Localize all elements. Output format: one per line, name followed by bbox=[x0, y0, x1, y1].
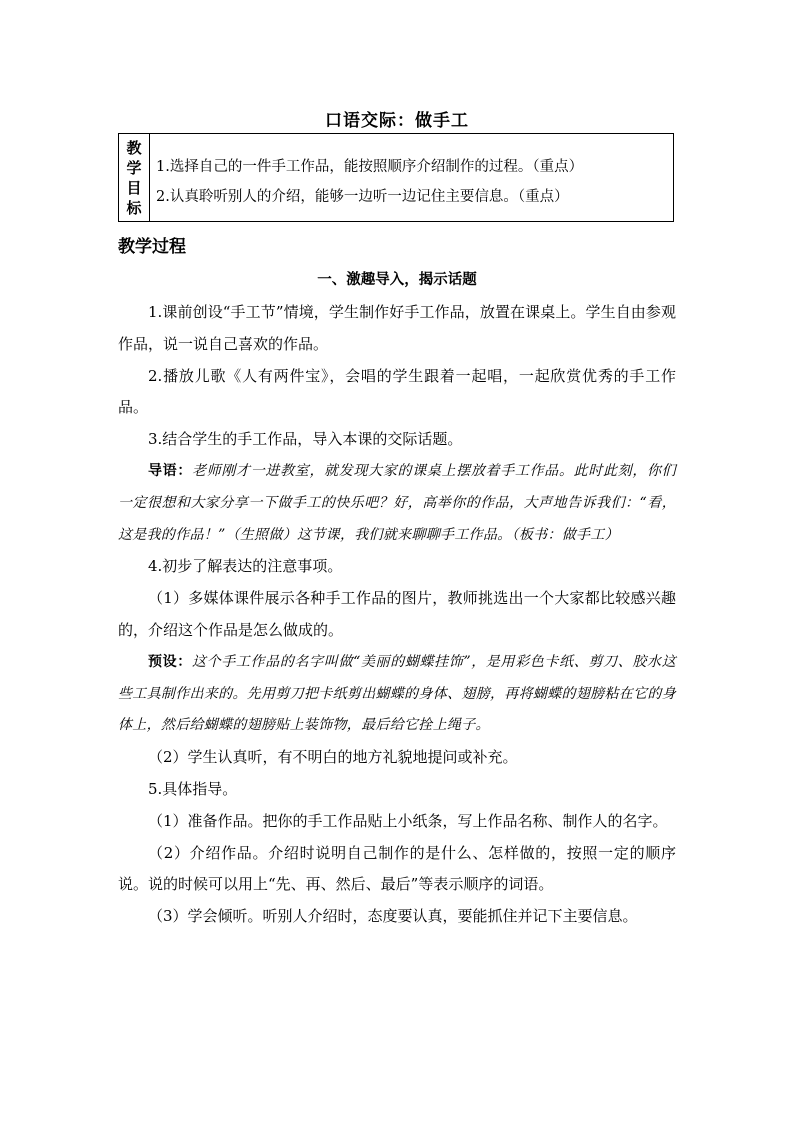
paragraph: （2）学生认真听，有不明白的地方礼貌地提问或补充。 bbox=[148, 748, 518, 767]
goal-item: 2.认真聆听别人的介绍，能够一边听一边记住主要信息。（重点） bbox=[156, 189, 569, 205]
preset-script-label: 预设： bbox=[148, 653, 192, 670]
intro-script bbox=[118, 456, 676, 551]
intro-script-text: 老师刚才一进教室，就发现大家的课桌上摆放着手工作品。此时此刻，你们一定很想和大家分享一下做手工的快乐吧？好，高举你的作品，大声地告诉我们：“看，这是我的作品！”（生照做）这节课，我们就来聊聊手工作品。（板书：做手工） bbox=[118, 462, 676, 543]
paragraph: （3）学会倾听。听别人介绍时，态度要认真，要能抓住并记下主要信息。 bbox=[148, 907, 638, 926]
preset-script-text: 这个手工作品的名字叫做“美丽的蝴蝶挂饰”，是用彩色卡纸、剪刀、胶水这些工具制作出来的。先用剪刀把卡纸剪出蝴蝶的身体、翅膀，再将蝴蝶的翅膀粘在它的身体上，然后给蝴蝶的翅膀贴上装饰物，最后给它拴上绳子。 bbox=[118, 653, 676, 734]
goals-label-char: 学 bbox=[126, 158, 142, 177]
goals-label-char: 标 bbox=[126, 198, 142, 217]
goals-label-char: 教 bbox=[126, 138, 142, 157]
paragraph: （2）介绍作品。介绍时说明自己制作的是什么、怎样做的，按照一定的顺序说。说的时候可以用上“先、再、然后、最后”等表示顺序的词语。 bbox=[118, 843, 676, 894]
paragraph: （1）准备作品。把你的手工作品贴上小纸条，写上作品名称、制作人的名字。 bbox=[148, 811, 668, 830]
teaching-goals-table bbox=[118, 133, 674, 222]
paragraph: 2.播放儿歌《人有两件宝》，会唱的学生跟着一起唱，一起欣赏优秀的手工作品。 bbox=[118, 366, 676, 417]
intro-script-label: 导语： bbox=[148, 462, 193, 479]
section-heading: 教学过程 bbox=[118, 237, 186, 257]
paragraph: 1.课前创设“手工节”情境，学生制作好手工作品，放置在课桌上。学生自由参观作品，说一说自己喜欢的作品。 bbox=[118, 303, 676, 353]
paragraph: 3.结合学生的手工作品，导入本课的交际话题。 bbox=[148, 430, 463, 449]
sub-heading: 一、激趣导入，揭示话题 bbox=[317, 271, 477, 288]
preset-script bbox=[118, 647, 676, 742]
lesson-body bbox=[118, 297, 676, 933]
teaching-goals-label bbox=[119, 134, 150, 221]
goal-item: 1.选择自己的一件手工作品，能按照顺序介绍制作的过程。（重点） bbox=[156, 159, 584, 175]
paragraph: （1）多媒体课件展示各种手工作品的图片，教师挑选出一个大家都比较感兴趣的，介绍这个作品是怎么做成的。 bbox=[118, 589, 676, 639]
paragraph: 4.初步了解表达的注意事项。 bbox=[148, 557, 343, 576]
paragraph: 5.具体指导。 bbox=[148, 779, 238, 798]
goals-label-char: 目 bbox=[126, 178, 142, 197]
page-title: 口语交际：做手工 bbox=[325, 111, 469, 131]
teaching-goals-list bbox=[150, 134, 673, 221]
